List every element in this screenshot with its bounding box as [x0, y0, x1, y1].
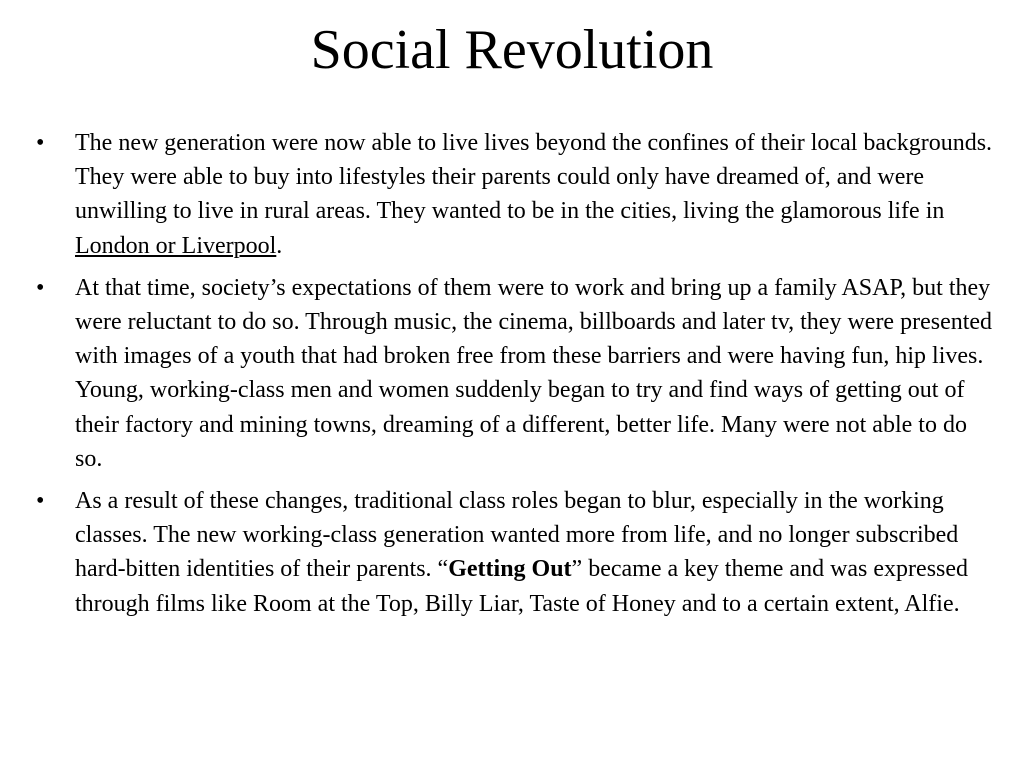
bullet-marker: •: [36, 488, 45, 515]
bullet-list: [36, 126, 996, 629]
bullet-item-3: [36, 484, 996, 621]
bullet-3-text: As a result of these changes, traditional class roles began to blur, especially in the working classes. The new working-class generation wanted more from life, and no longer subscribed hard-bitten identities of their parents. “: [75, 488, 959, 583]
slide-title: Social Revolution: [310, 19, 714, 81]
bullet-3-text-end: ” became a key theme and was expressed through films like Room at the Top, Billy Liar, Taste of Honey and to a certain extent, Alfie.: [75, 556, 969, 617]
bullet-marker: •: [36, 274, 45, 301]
getting-out-emphasis: Getting Out: [448, 556, 572, 583]
bullet-1-text-end: .: [276, 232, 283, 259]
london-liverpool-link[interactable]: London or Liverpool: [75, 232, 277, 259]
bullet-marker: •: [36, 130, 45, 156]
bullet-item-1: [36, 126, 996, 263]
bullet-item-2: [36, 271, 996, 476]
bullet-1-text: The new generation were now able to live lives beyond the confines of their local backgrounds. They were able to buy into lifestyles their parents could only have dreamed of, and were unwilling to live in rural areas. They wanted to be in the cities, living the glamorous life in: [75, 130, 993, 225]
bullet-2-text: At that time, society’s expectations of them were to work and bring up a family ASAP, but they were reluctant to do so. Through music, the cinema, billboards and later tv, they were presented with images of a youth that had broken free from these barriers and were having fun, hip lives. Young, working-class men and women suddenly began to try and find ways of getting out of their factory and mining towns, dreaming of a different, better life. Many were not able to do so.: [75, 274, 993, 472]
